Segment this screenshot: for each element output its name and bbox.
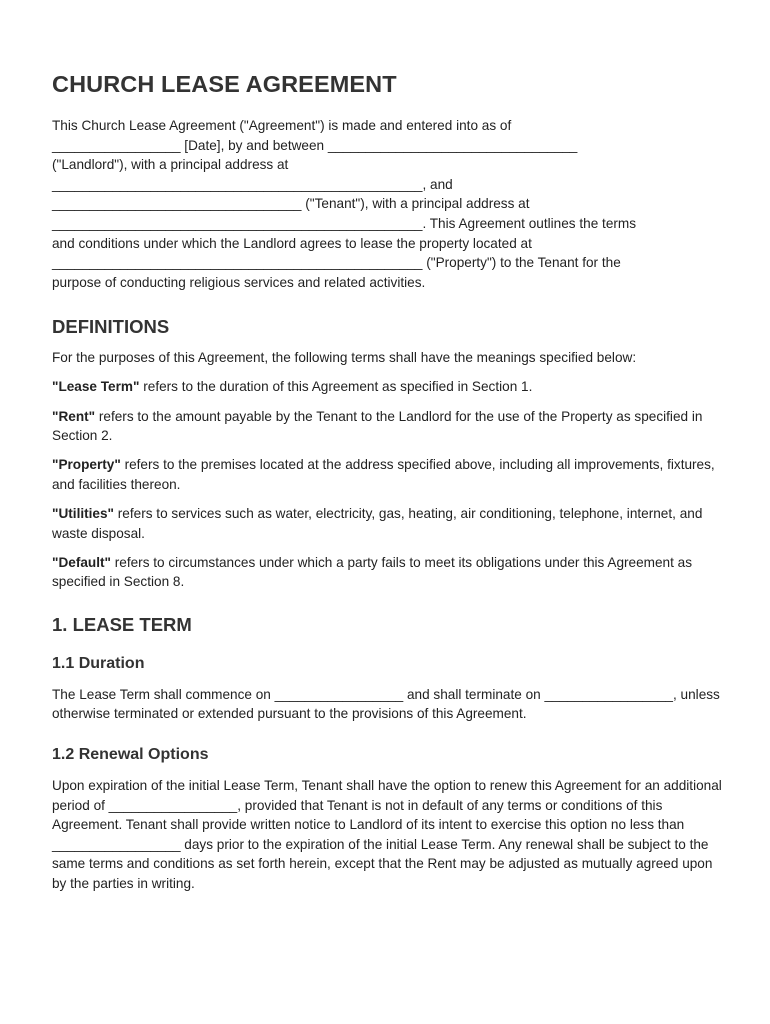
section-1-heading: 1. LEASE TERM — [52, 613, 192, 635]
definitions-heading: DEFINITIONS — [52, 316, 170, 338]
intro-line: and conditions under which the Landlord agrees to lease the property located at — [52, 235, 532, 251]
document-title: CHURCH LEASE AGREEMENT — [52, 71, 397, 97]
definition-term: "Lease Term" — [52, 379, 140, 395]
definition-term: "Property" — [52, 457, 121, 473]
definition-text: refers to the premises located at the address specified above, including all improvements, fixtures, and facilities thereon. — [52, 457, 715, 492]
intro-line: _________________ [Date], by and between _________________________________ — [52, 137, 578, 153]
definition-default — [52, 553, 724, 592]
definition-property — [52, 455, 724, 494]
definition-text: refers to circumstances under which a party fails to meet its obligations under this Agreement as specified in Section 8. — [52, 554, 693, 590]
intro-line: _________________________________________________, and — [52, 176, 453, 192]
section-1-2-heading: 1.2 Renewal Options — [52, 745, 209, 763]
definition-rent — [52, 407, 724, 446]
section-1-1-text: The Lease Term shall commence on _________________ and shall terminate on _________________, unless otherwise terminated or extended pursuant to the provisions of this Agreement. — [52, 686, 720, 722]
definition-lease-term — [52, 377, 724, 397]
definition-term: "Default" — [52, 554, 111, 570]
intro-line: ("Landlord"), with a principal address at — [52, 157, 289, 173]
definition-utilities — [52, 504, 724, 543]
intro-line: _________________________________________________. This Agreement outlines the terms — [52, 215, 637, 231]
intro-paragraph — [52, 116, 724, 292]
section-1-1-heading: 1.1 Duration — [52, 654, 145, 672]
intro-line: _________________________________________________ ("Property") to the Tenant for the — [52, 255, 621, 271]
document-body — [52, 66, 724, 913]
intro-line: _________________________________ ("Tenant"), with a principal address at — [52, 196, 530, 212]
intro-line: purpose of conducting religious services and related activities. — [52, 274, 426, 290]
definitions-intro: For the purposes of this Agreement, the following terms shall have the meanings specified below: — [52, 350, 637, 366]
definition-term: "Utilities" — [52, 505, 114, 521]
definition-text: refers to the amount payable by the Tenant to the Landlord for the use of the Property as specified in Section 2. — [52, 408, 703, 444]
definition-text: refers to services such as water, electricity, gas, heating, air conditioning, telephone, internet, and waste disposal. — [52, 505, 703, 541]
section-1-2-text: Upon expiration of the initial Lease Term, Tenant shall have the option to renew this Agreement for an additional period of _________________, provided that Tenant is not in default of any terms or conditions of this Agreement. Tenant shall provide written notice to Landlord of its intent to exercise this option no less than _________________ days prior to the expiration of the initial Lease Term. Any renewal shall be subject to the same terms and conditions as set forth herein, except that the Rent may be adjusted as mutually agreed upon by the parties in writing. — [52, 777, 722, 891]
definition-text: refers to the duration of this Agreement as specified in Section 1. — [139, 379, 533, 395]
definition-term: "Rent" — [52, 408, 96, 424]
intro-line: This Church Lease Agreement ("Agreement") is made and entered into as of — [52, 118, 512, 133]
